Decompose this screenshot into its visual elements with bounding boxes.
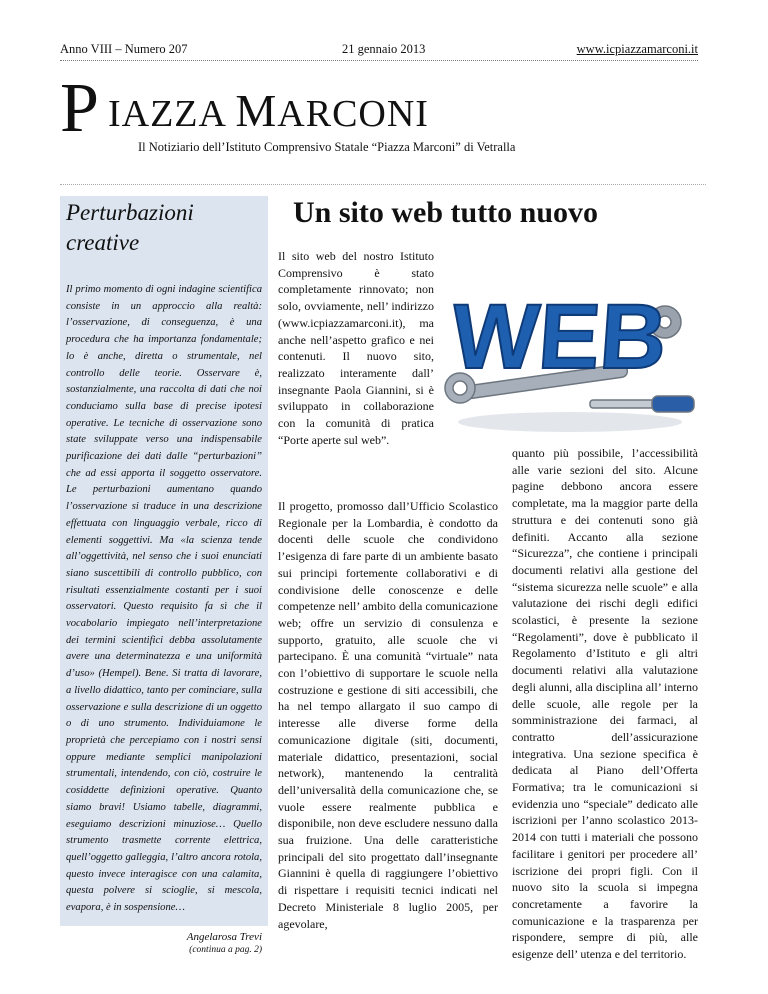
sidebar-body: Il primo momento di ogni indagine scientifica consiste in un approccio alla realtà: l’osservazione, di conseguenza, è una procedura che ha importanza fondamentale; lo è anche, diretta o strumentale, nel controllo delle teorie. Osservare è, sostanzialmente, una raccolta di dati che noi conduciamo sulla base di precise ipotesi operative. Le tecniche di osservazione sono state sviluppate verso una indispensabile purificazione dei dati dalle “perturbazioni” che ad essi apporta il soggetto osservatore. Le perturbazioni aumentano quando l’osservazione si traduce in una descrizione effettuata con linguaggio verbale, ricco di elementi soggettivi. Ma «la scienza tende all’oggettività, nel senso che i suoi enunciati siano suscettibili di controllo pubblico, con risultati essenzialmente costanti per i suoi osservatori. Questo requisito fa sì che il vocabolario impiegato nell’interpretazione dei termini scientifici debba assolutamente avere una determinatezza e una uniformità d’uso» (Hempel). Bene. Si tratta di lavorare, a livello didattico, tanto per cominciare, sulla osservazione e sulla descrizione di un oggetto o di uno strumento. Individuiamone le proprietà che percepiamo con i nostri sensi oppure mediante semplici manipolazioni strumentali, intendendo, con ciò, costruire le cosiddette definizioni operative. Quanto siamo bravi! Usiamo tabelle, diagrammi, eseguiamo descrizioni minuziose… Quello strumento trasmette corrente elettrica, quell’oggetto galleggia, l’altro ancora rotola, questo invece interagisce con una calamita, questa polvere si scioglie, si mescola, evapora, è in sospensione… [66, 284, 262, 914]
sidebar-title: Perturbazioni creative [66, 200, 194, 255]
web-logo-text: WEB [448, 285, 671, 388]
sidebar-author: Angelarosa Trevi [186, 930, 262, 943]
issue-date: 21 gennaio 2013 [342, 42, 426, 56]
masthead-subtitle: Il Notiziario dell’Istituto Comprensivo Statale “Piazza Marconi” di Vetralla [138, 140, 516, 154]
header-divider [60, 184, 706, 185]
issue-header [60, 42, 698, 61]
article-title: Un sito web tutto nuovo [293, 196, 599, 229]
screwdriver-icon [590, 396, 694, 412]
sidebar-article [60, 196, 268, 955]
masthead-initial: P [60, 70, 99, 147]
continued-note: (continua a pag. 2) [189, 944, 262, 955]
masthead-title: IAZZA MARCONI [108, 85, 429, 136]
image-shadow [458, 412, 682, 432]
article-text-col2-bottom: Il progetto, promosso dall’Ufficio Scolastico Regionale per la Lombardia, è condotto da docenti delle scuole che condividono l’esigenza di fare parte di un ambiente basato sui principi fortemente collaborativi e di condivisione delle conoscenze e delle competenze nell’ ambito della comunicazione web; offre un servizio di consulenza e supporto, gratuito, alle scuole che vi partecipano. È una comunità “virtuale” nata con l’obiettivo di supportare le scuole nella costruzione e gestione di siti accessibili, che ha nel tempo allargato il suo campo di interesse alle diverse forme della comunicazione digitale (siti, documenti, materiale didattico, presentazioni, social network), mantenendo la centralità dell’universalità della comunicazione che, se vuole essere realmente pubblica e disponibile, non deve escludere nessuno dalla sua fruizione. Una delle caratteristiche principali del sito progettato dall’insegnante Giannini è quella di raggiungere l’obiettivo di rispettare i requisiti tecnici indicati nel Decreto Ministeriale 8 luglio 2005, per agevolare, [278, 499, 498, 931]
article-text-col2-top: Il sito web del nostro Istituto Comprensivo è stato completamente rinnovato; non solo, ovviamente, nell’ indirizzo (www.icpiazzamarconi.it), ma anche nell’aspetto grafico e nei contenuti. Il nuovo sito, realizzato interamente dall’ insegnante Paola Giannini, si è sviluppato in collaborazione con la comunità di pratica “Porte aperte sul web”. [278, 249, 434, 447]
website-link[interactable]: www.icpiazzamarconi.it [576, 42, 698, 56]
article-text-col3: quanto più possibile, l’accessibilità alle varie sezioni del sito. Alcune pagine debbono ancora essere completate, ma la maggior parte della struttura e dei contenuti sono già definiti. Accanto alla sezione “Sicurezza”, che contiene i principali documenti relativi alla gestione del “sistema sicurezza nelle scuole” e alla valutazione dei rischi degli edifici scolastici, è presente la sezione “Regolamenti”, dove è pubblicato il Regolamento d’Istituto e gli altri documenti relativi alla valutazione degli alunni, alla disciplina all’ interno delle scuole, alle regole per la somministrazione dei farmaci, al contratto dell’assicurazione integrativa. Una sezione specifica è dedicata al Piano dell’Offerta Formativa; tra le comunicazioni si evidenzia uno “speciale” dedicato alle iscrizioni per l’anno scolastico 2013-2014 con tutti i materiali che possono facilitare i genitori per procedere all’ iscrizione dei propri figli. Con il nuovo sito la scuola si impegna concretamente a favorire la comunicazione e la trasparenza per rispondere, sempre di più, alle esigenze dell’ utenza e del territorio. [512, 446, 698, 962]
masthead [60, 70, 740, 158]
web-illustration [440, 250, 708, 440]
issue-number: Anno VIII – Numero 207 [60, 42, 188, 56]
